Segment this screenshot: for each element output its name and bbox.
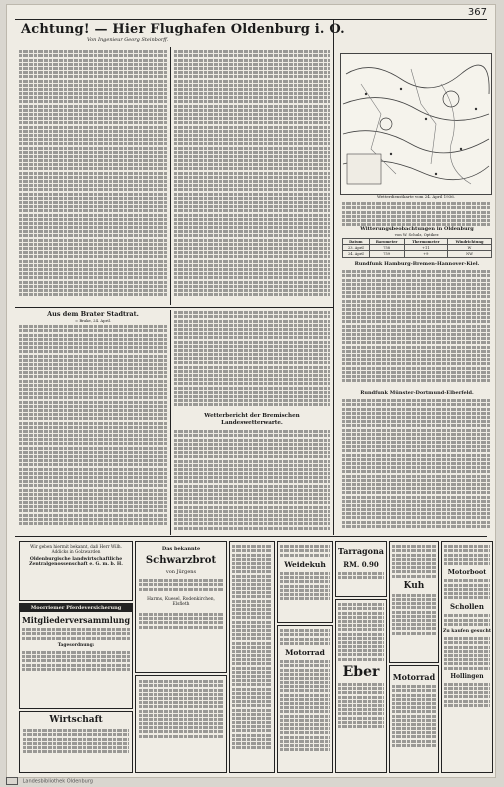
ad-cow-title: Weidekuh [284,559,326,569]
newspaper-page [6,4,496,778]
ad-motorboot-title: Motorboot [447,568,487,577]
ad-motorrad-2-text [390,682,438,750]
ad-eber-text [336,680,386,731]
column-rule [333,19,334,535]
ad-tarragona [335,541,387,597]
brake-article-text [19,324,167,534]
ad-eber-text-top [336,600,386,664]
radio-program-title: Rundfunk Hamburg-Bremen-Hannover-Kiel. [354,261,480,267]
ads-top-rule [15,536,487,537]
table-cell: 759 [369,251,404,257]
ad-kuh-title: Kuh [403,580,425,591]
ad-eber-title: Eber [342,663,380,680]
ad-right-text-5 [442,680,492,710]
table-header: Thermometer [404,239,447,245]
column-rule [170,310,171,535]
ad-bread-more-text [136,609,226,633]
article-byline: Von Ingenieur Georg Steinborff. [87,37,169,43]
ad-bread-text [136,575,226,595]
table-cell: NW [448,251,492,257]
ad-moto-title: Motorrad [285,647,325,657]
weather-report-title: Wetterbericht der Bremischen Landeswetterwarte. [204,413,300,426]
page-number: 367 [467,7,487,18]
ad-bread-sub: von Jürgens [165,569,197,575]
ad-eber [335,599,387,773]
ad-right-text-4 [442,634,492,673]
ad-bread-title: Schwarzbrot [145,555,217,566]
weather-table-subtitle: von W. Schulz, Optiker. [394,232,440,237]
ad-kuh-text [390,591,438,638]
table-cell: 758 [369,245,404,251]
ad-inn [19,711,133,773]
ad-tarragona-price: RM. 0.90 [343,560,379,569]
ad-tarragona-text [336,569,386,583]
ad-motorcycle [277,625,333,773]
weather-table-title: Witterungsbeobachtungen in Oldenburg [360,226,474,232]
brake-dateline: = Brake, 24. April. [74,318,112,323]
ad-cow-text-top [278,542,332,560]
ad-hollingen-title: Hollingen [450,672,484,680]
article-column-2 [174,49,330,304]
weather-observations-table [342,238,492,258]
ad-moto-text [278,657,332,754]
library-name: Landesbibliothek Oldenburg [22,778,93,785]
brake-section-title: Aus dem Brater Stadtrat. [47,310,139,318]
ad-tagesordnung: Tagesordnung: [57,642,95,648]
table-header: Datum [343,239,370,245]
table-row [343,251,492,257]
ad-bread-places: Harms, Kuesel, Rodenkirchen, Elsfleth [147,596,215,607]
ad-inn-text [20,725,132,757]
table-cell: +9 [404,251,447,257]
ad-wanted-title: Zu kaufen gesucht [443,629,491,634]
ad-lower-text [136,676,226,742]
article-column-1 [19,49,167,304]
radio-program-text [342,269,490,387]
ad-motorrad-2 [389,665,439,773]
ad-right-column [441,541,493,773]
top-rule [15,19,487,20]
library-logo-icon [6,777,18,785]
library-footer [6,777,496,785]
ad-bread-lower [135,675,227,773]
ad-right-text-2 [442,576,492,602]
ad-moto-text-top [278,626,332,648]
ad-meeting-text [20,625,132,643]
table-header: Barometer [369,239,404,245]
weather-map-caption: Wetterdienstkarte vom 24. April 1936. [376,194,456,199]
ad-announcement-text: Wir geben hiermit bekannt, daß Herr Wilh. Addicks in Golzwarden [30,544,122,554]
ad-motorrad-2-title: Motorrad [392,672,436,682]
ad-schollen-title: Schollen [450,602,484,612]
middle-article-text [174,310,330,410]
table-cell: 24. April [343,251,370,257]
table-header: Windrichtung [448,239,492,245]
weather-map-graphic [341,54,491,194]
table-cell: 23. April [343,245,370,251]
ad-kuh [389,541,439,663]
ad-tarragona-title: Tarragona [338,546,384,556]
ad-horse-insurance-bar: Moorriemer Pferdeversicherung [20,604,132,612]
table-cell: W [448,245,492,251]
ad-pasture-cow [277,541,333,623]
ad-right-text-3 [442,611,492,629]
ad-agenda-text [20,648,132,674]
ad-black-bread [135,541,227,673]
ad-meeting-title: Mitgliederversammlung [21,615,131,625]
ad-kuh-text-top [390,542,438,581]
column-rule [170,47,171,305]
ad-announcement [19,541,133,601]
ad-small-text [230,542,274,752]
ad-small-column [229,541,275,773]
ad-inn-title: Wirtschaft [49,715,103,725]
ad-bread-intro: Das bekannte [161,546,201,552]
table-cell: +11 [404,245,447,251]
radio-program-text [342,398,490,534]
ad-announcement-org: Oldenburgische landwirtschaftliche Zentralgenossenschaft e. G. m. b. H. [29,557,123,567]
main-headline: Achtung! — Hier Flughafen Oldenburg i. O. [21,22,345,37]
ad-right-text-1 [442,542,492,568]
ad-horse-insurance [19,603,133,709]
weather-report-text [174,429,330,534]
section-rule [15,307,333,308]
ad-cow-text [278,569,332,604]
weather-map [340,53,492,195]
radio-program-title: Rundfunk Münster-Dortmund-Elberfeld. [360,390,474,396]
